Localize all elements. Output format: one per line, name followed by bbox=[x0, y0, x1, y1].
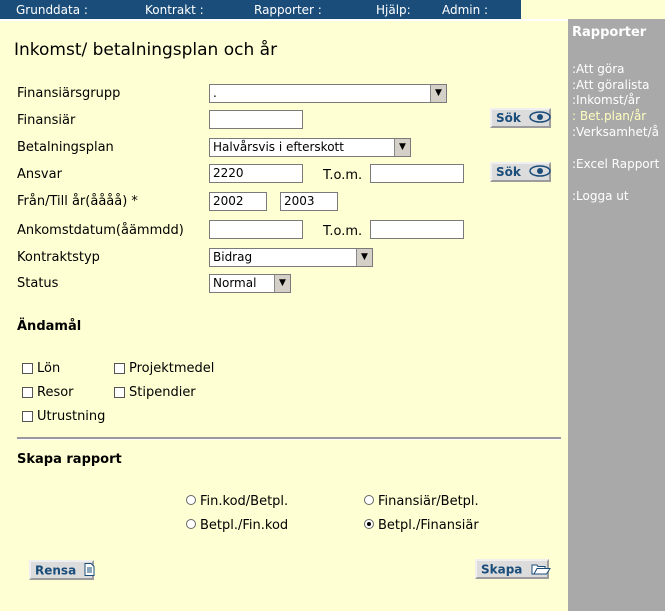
chevron-down-icon: ▼ bbox=[394, 139, 410, 156]
search-button-label: Sök bbox=[496, 165, 521, 179]
ankomstdatum-tom-input[interactable] bbox=[370, 220, 464, 239]
finansiarsgrupp-value: . bbox=[213, 86, 217, 100]
sidebar-item-att-gora[interactable]: :Att göra bbox=[572, 62, 625, 76]
betalningsplan-label: Betalningsplan bbox=[17, 140, 114, 155]
ansvar-tom-input[interactable] bbox=[370, 164, 464, 183]
lon-checkbox[interactable] bbox=[22, 363, 33, 374]
fran-year-input[interactable]: 2002 bbox=[209, 192, 267, 211]
finansiarsgrupp-select[interactable] bbox=[209, 84, 447, 103]
andamal-heading: Ändamål bbox=[17, 319, 82, 334]
nav-kontrakt[interactable]: Kontrakt : bbox=[145, 3, 204, 17]
betalningsplan-value: Halvårsvis i efterskott bbox=[213, 140, 344, 154]
utrustning-label: Utrustning bbox=[37, 409, 106, 424]
finkod-betpl-label: Fin.kod/Betpl. bbox=[200, 494, 289, 509]
ansvar-search-button[interactable] bbox=[490, 162, 551, 182]
betpl-finansiar-label: Betpl./Finansiär bbox=[378, 518, 479, 533]
document-icon bbox=[84, 563, 95, 579]
ankomstdatum-label: Ankomstdatum(åämmdd) bbox=[17, 223, 184, 238]
rensa-button-label: Rensa bbox=[35, 563, 77, 578]
ankomstdatum-input[interactable] bbox=[209, 220, 303, 239]
sidebar-item-verksamhet-ar[interactable]: :Verksamhet/å bbox=[572, 125, 659, 139]
page-title: Inkomst/ betalningsplan och år bbox=[14, 40, 278, 60]
kontraktstyp-select[interactable] bbox=[209, 248, 373, 267]
resor-checkbox[interactable] bbox=[22, 387, 33, 398]
folder-open-icon bbox=[531, 562, 551, 578]
sidebar-item-att-goralista[interactable]: :Att göralista bbox=[572, 78, 650, 92]
rensa-button[interactable] bbox=[29, 560, 94, 580]
ansvar-input[interactable]: 2220 bbox=[209, 164, 303, 183]
betalningsplan-select[interactable] bbox=[209, 138, 411, 157]
finansiar-betpl-radio[interactable] bbox=[364, 495, 374, 505]
skapa-button[interactable] bbox=[475, 559, 549, 579]
status-value: Normal bbox=[213, 276, 257, 290]
sidebar-item-excel-rapport[interactable]: :Excel Rapport bbox=[572, 157, 660, 171]
kontraktstyp-value: Bidrag bbox=[213, 250, 253, 264]
betpl-finkod-radio[interactable] bbox=[186, 519, 196, 529]
chevron-down-icon: ▼ bbox=[356, 249, 372, 266]
utrustning-checkbox[interactable] bbox=[22, 411, 33, 422]
sidebar-item-logga-ut[interactable]: :Logga ut bbox=[572, 189, 629, 203]
betpl-finansiar-radio[interactable] bbox=[364, 519, 374, 529]
chevron-down-icon: ▼ bbox=[430, 85, 446, 102]
sidebar-title: Rapporter bbox=[572, 25, 647, 40]
betpl-finkod-label: Betpl./Fin.kod bbox=[200, 518, 289, 533]
search-button-label: Sök bbox=[496, 111, 521, 125]
sidebar-item-bet-plan-ar[interactable]: : Bet.plan/år bbox=[572, 109, 647, 123]
till-year-input[interactable]: 2003 bbox=[280, 192, 338, 211]
eye-icon bbox=[529, 165, 551, 180]
skapa-button-label: Skapa bbox=[481, 562, 523, 577]
finansiar-search-button[interactable] bbox=[490, 108, 551, 128]
projektmedel-checkbox[interactable] bbox=[114, 363, 125, 374]
finansiarsgrupp-label: Finansiärsgrupp bbox=[17, 86, 121, 101]
fran-till-label: Från/Till år(åååå) * bbox=[17, 194, 138, 209]
stipendier-label: Stipendier bbox=[129, 385, 196, 400]
status-label: Status bbox=[17, 276, 59, 291]
sidebar-item-inkomst-ar[interactable]: :Inkomst/år bbox=[572, 93, 641, 107]
resor-label: Resor bbox=[37, 385, 74, 400]
projektmedel-label: Projektmedel bbox=[129, 361, 215, 376]
finkod-betpl-radio[interactable] bbox=[186, 495, 196, 505]
nav-hjalp[interactable]: Hjälp: bbox=[376, 3, 411, 17]
nav-divider bbox=[0, 19, 568, 21]
finansiar-label: Finansiär bbox=[17, 113, 76, 128]
section-divider bbox=[17, 437, 561, 440]
finansiar-betpl-label: Finansiär/Betpl. bbox=[378, 494, 479, 509]
ansvar-tom-label: T.o.m. bbox=[323, 168, 363, 183]
status-select[interactable] bbox=[209, 274, 291, 293]
top-nav bbox=[0, 0, 521, 19]
eye-icon bbox=[529, 111, 551, 126]
finansiar-input[interactable] bbox=[209, 110, 303, 129]
nav-grunddata[interactable]: Grunddata : bbox=[16, 3, 88, 17]
skapa-rapport-heading: Skapa rapport bbox=[17, 452, 122, 467]
nav-admin[interactable]: Admin : bbox=[442, 3, 489, 17]
ankomstdatum-tom-label: T.o.m. bbox=[323, 224, 363, 239]
sidebar bbox=[568, 19, 665, 611]
nav-rapporter[interactable]: Rapporter : bbox=[254, 3, 322, 17]
ansvar-label: Ansvar bbox=[17, 167, 62, 182]
kontraktstyp-label: Kontraktstyp bbox=[17, 250, 100, 265]
stipendier-checkbox[interactable] bbox=[114, 387, 125, 398]
lon-label: Lön bbox=[37, 361, 61, 376]
chevron-down-icon: ▼ bbox=[274, 275, 290, 292]
